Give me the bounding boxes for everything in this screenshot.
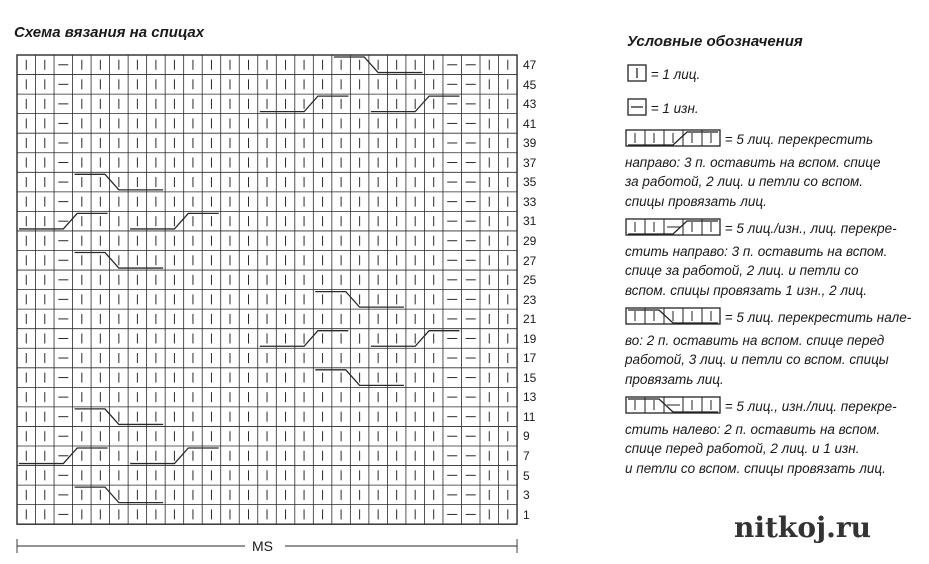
row-number: 19 xyxy=(523,331,537,346)
legend-cable-right-line-3: за работой, 2 лиц. и петли со вспом. xyxy=(625,174,864,189)
legend-cable-left-line-1: = 5 лиц. перекрестить нале- xyxy=(724,310,912,325)
legend-cable-right xyxy=(625,129,925,211)
row-number: 39 xyxy=(523,136,537,151)
legend-cable-left-purl-line-1: = 5 лиц., изн./лиц. перекре- xyxy=(724,399,897,414)
cable-left-icon xyxy=(625,307,721,331)
legend-cable-right-purl-line-2: стить направо: 3 п. оставить на вспом. xyxy=(625,243,888,259)
cable-right-icon xyxy=(625,129,721,153)
legend-purl xyxy=(627,98,699,122)
row-number: 47 xyxy=(523,58,537,72)
legend-cable-right-purl-line-4: вспом. спицы провязать 1 изн., 2 лиц. xyxy=(625,282,867,298)
cable-left-purl-icon xyxy=(625,396,721,420)
legend-purl-text: = 1 изн. xyxy=(650,101,699,116)
legend-cable-left-line-3: работой, 3 лиц. и петли со вспом. спицы xyxy=(625,352,889,367)
site-watermark: nitkoj.ru xyxy=(734,511,871,544)
legend-cable-left-line-2: во: 2 п. оставить на вспом. спице перед xyxy=(625,332,885,348)
row-number: 17 xyxy=(523,351,537,366)
ms-label: MS xyxy=(252,538,273,554)
row-number: 9 xyxy=(523,429,530,444)
cable-right-purl-icon xyxy=(625,218,721,242)
legend-cable-left-purl xyxy=(625,396,925,478)
legend-cable-left-purl-line-2: стить налево: 2 п. оставить на вспом. xyxy=(625,421,881,437)
legend-cable-right-line-1: = 5 лиц. перекрестить xyxy=(724,132,874,147)
chart-title: Схема вязания на спицах xyxy=(14,24,205,41)
row-number: 33 xyxy=(523,194,537,209)
row-number: 15 xyxy=(523,370,537,385)
legend-cable-left xyxy=(625,307,925,389)
legend-cable-left-purl-line-4: и петли со вспом. спицы провязать лиц. xyxy=(625,460,886,476)
row-number: 41 xyxy=(523,116,537,131)
legend-cable-left-purl-line-3: спице перед работой, 2 лиц. и 1 изн. xyxy=(625,441,860,456)
row-number: 45 xyxy=(523,77,537,92)
row-number: 21 xyxy=(523,312,537,327)
row-number: 7 xyxy=(523,449,530,463)
row-number: 13 xyxy=(523,390,537,405)
row-number: 37 xyxy=(523,155,537,170)
row-number: 11 xyxy=(523,409,536,424)
legend-cable-left-line-4: провязать лиц. xyxy=(625,371,724,387)
legend-cable-right-line-2: направо: 3 п. оставить на вспом. спице xyxy=(625,154,881,170)
legend-cable-right-purl-line-1: = 5 лиц./изн., лиц. перекре- xyxy=(724,221,897,236)
row-number: 43 xyxy=(523,97,537,112)
row-number: 31 xyxy=(523,214,537,229)
legend-title: Условные обозначения xyxy=(627,33,803,50)
row-number: 29 xyxy=(523,233,537,248)
legend-cable-right-purl-line-3: спице за работой, 2 лиц. и петли со xyxy=(625,263,859,278)
legend-cable-right-purl xyxy=(625,218,925,300)
row-number: 27 xyxy=(523,253,537,268)
purl-symbol-icon xyxy=(627,98,647,122)
row-number: 23 xyxy=(523,292,537,307)
row-number: 5 xyxy=(523,468,530,483)
row-number: 3 xyxy=(523,488,530,503)
legend-cable-right-line-4: спицы провязать лиц. xyxy=(625,193,767,209)
row-number: 25 xyxy=(523,273,537,288)
row-number: 35 xyxy=(523,175,537,190)
row-number: 1 xyxy=(523,507,530,522)
legend-knit-text: = 1 лиц. xyxy=(650,67,701,82)
legend-knit xyxy=(627,64,700,88)
knit-symbol-icon xyxy=(627,64,647,88)
